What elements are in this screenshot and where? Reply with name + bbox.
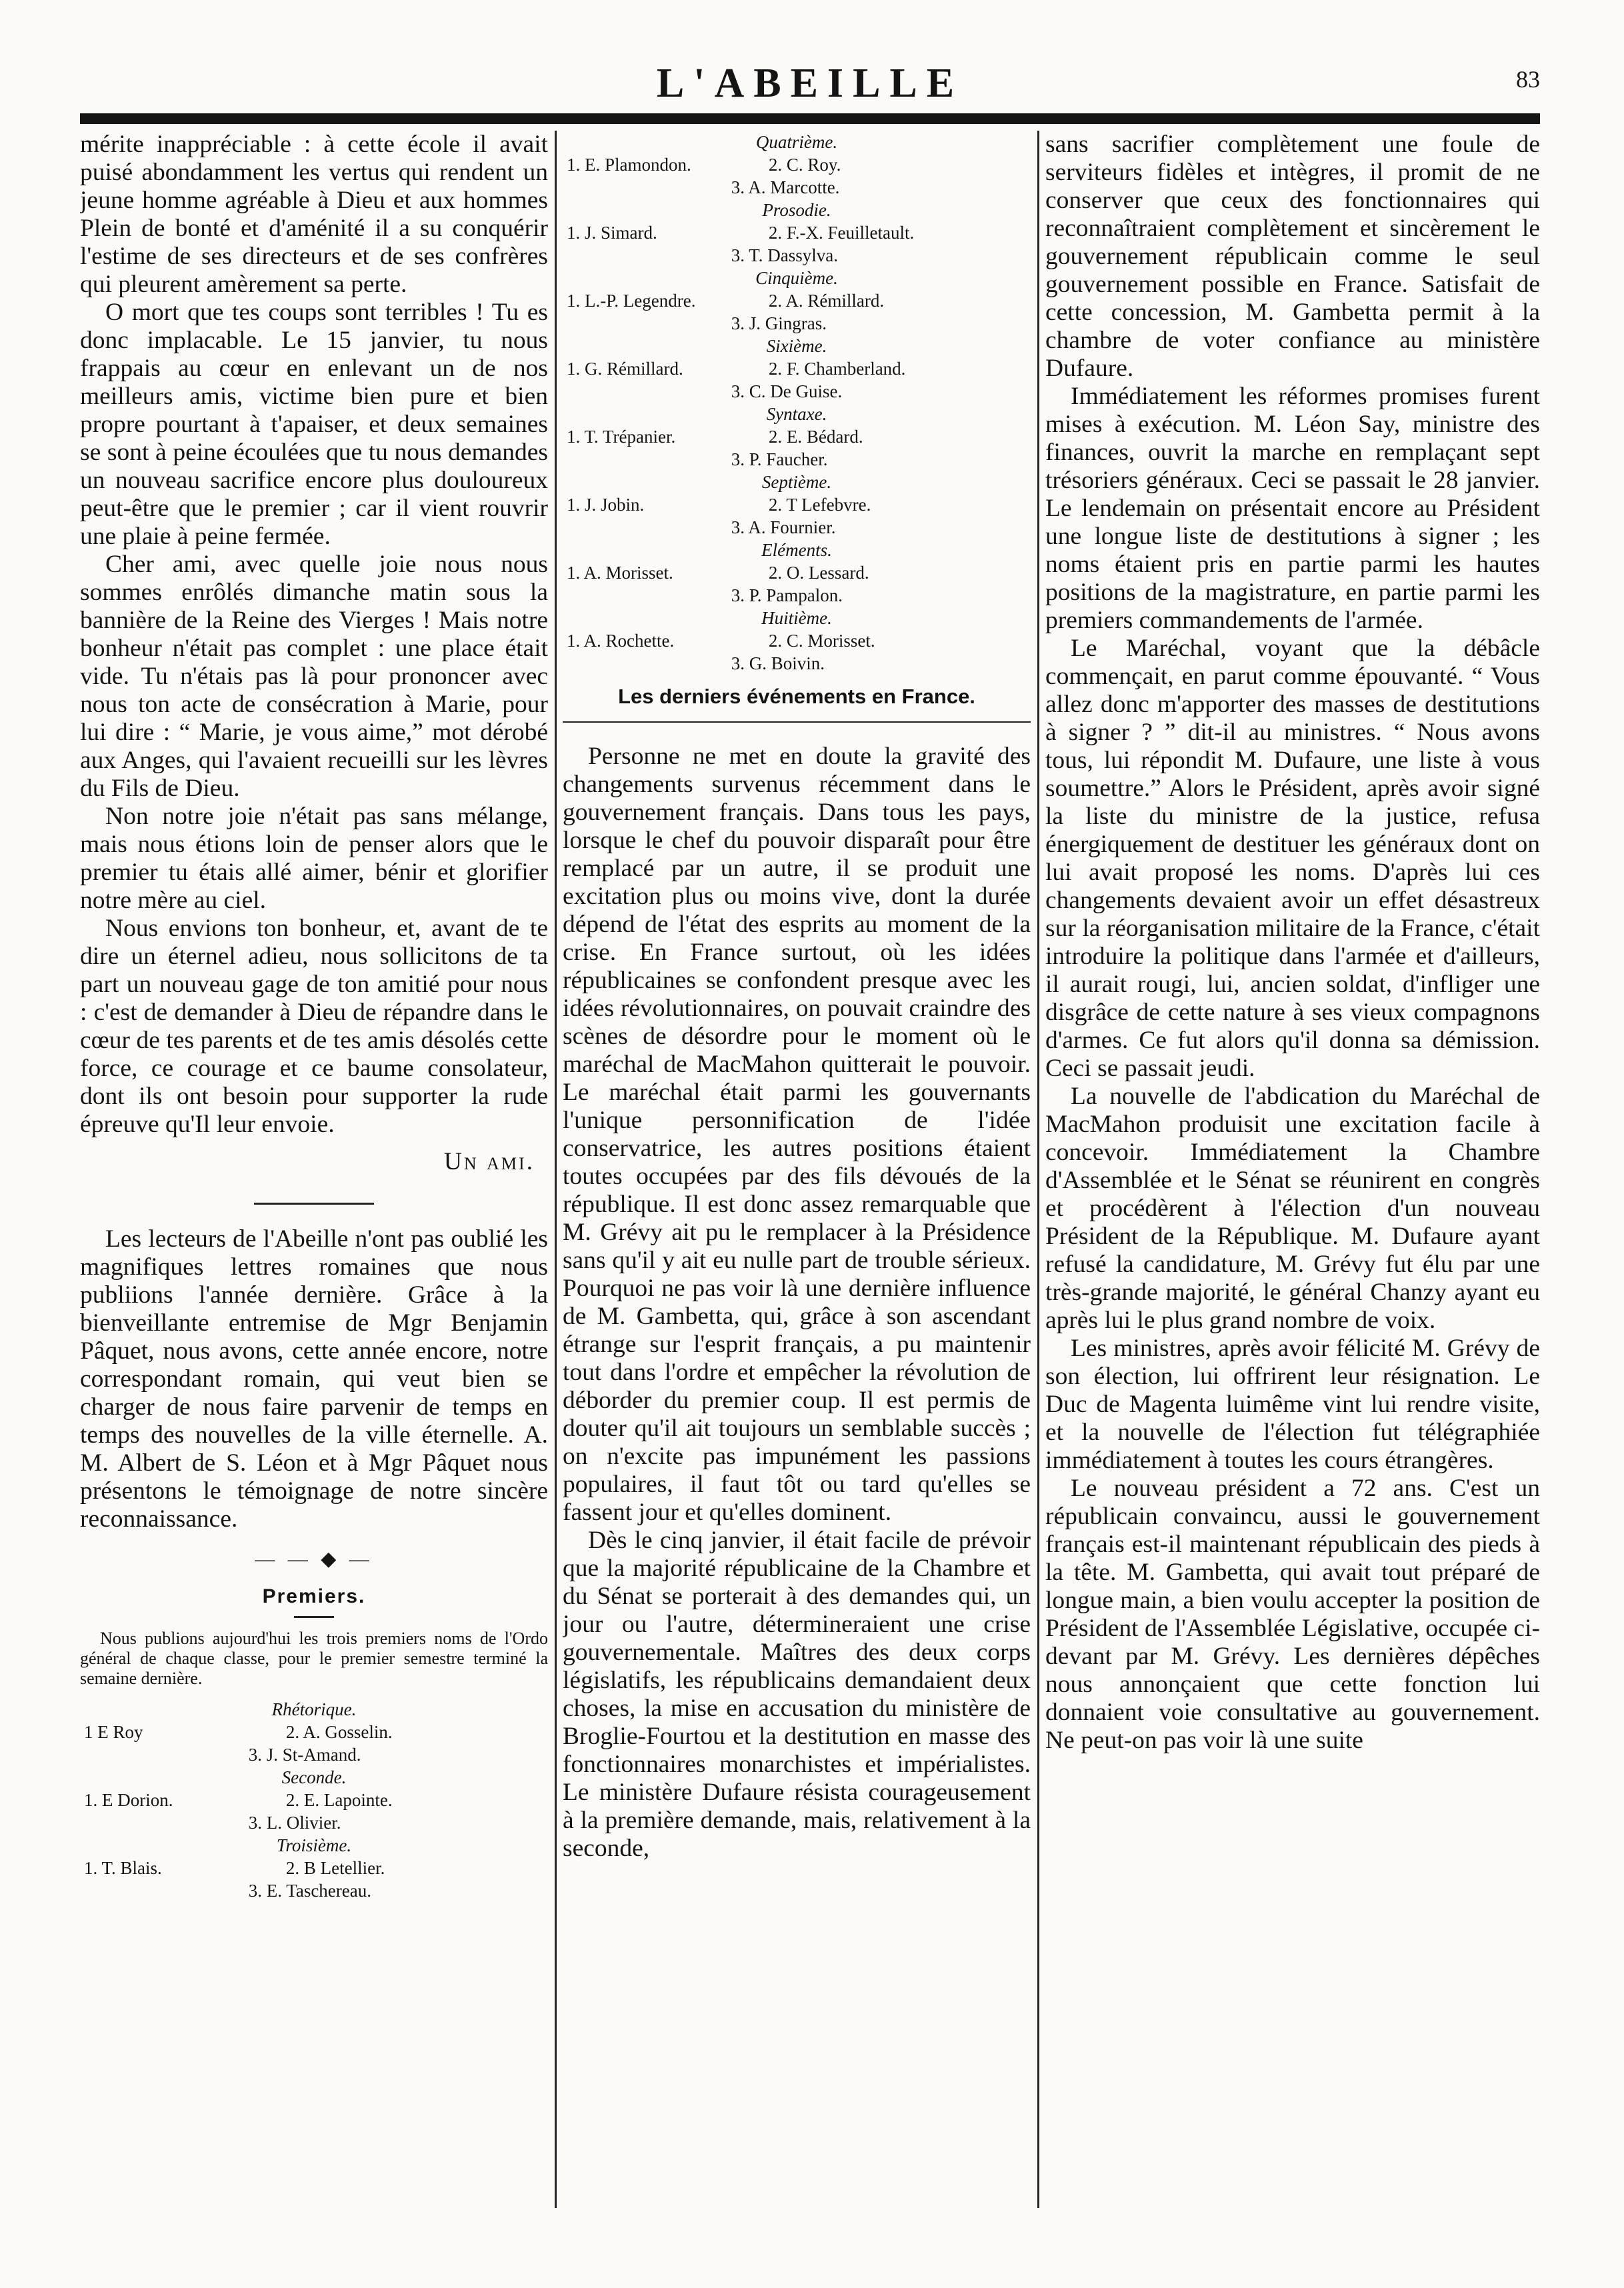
masthead	[80, 60, 1540, 107]
rank-first: 1. T. Blais.	[84, 1858, 162, 1878]
class-name: Seconde.	[281, 1767, 347, 1787]
rank-third: 3. P. Faucher.	[731, 449, 828, 469]
separator-ornament: — — ◆ —	[255, 1548, 373, 1570]
rank-second: 2. C. Roy.	[768, 155, 841, 175]
page-number: 83	[1516, 66, 1540, 93]
rank-second: 2. O. Lessard.	[768, 563, 869, 583]
rank-third: 3. J. St-Amand.	[248, 1745, 361, 1765]
signature: Un ami.	[443, 1148, 535, 1175]
paragraph: Immédiatement les réformes promises furent mises à exécution. M. Léon Say, ministre des finances, ouvrit la marche en remplaçant sept trésoriers généraux. Ceci se passait le 28 janvier. Le lendemain on présentait encore au Président une longue liste de destitutions à signer ; les noms étaient pris en partie parmi les hautes positions de la magistrature, en partie parmi les premiers commandements de l'armée.	[1045, 383, 1540, 634]
separator	[80, 1192, 548, 1212]
class-block	[563, 199, 1031, 267]
paragraph: O mort que tes coups sont terribles ! Tu es donc implacable. Le 15 janvier, tu nous frappais au cœur en enlevant un de nos meilleurs amis, victime bien pure et bien propre pourtant à t'apaiser, et deux semaines se sont à peine écoulées que tu nous demandes un nouveau sacrifice encore plus douloureux peut-être que le premier ; car il vient rouvrir une plaie à peine fermée.	[80, 299, 548, 550]
paragraph: mérite inappréciable : à cette école il avait puisé abondamment les vertus qui rendent un jeune homme agréable à Dieu et aux hommes Plein de bonté et d'aménité il a su conquérir l'estime de ses directeurs et de ses confrères qui pleurent amèrement sa perte.	[80, 131, 548, 298]
rank-first: 1. T. Trépanier.	[567, 427, 676, 447]
class-block	[563, 607, 1031, 675]
rank-third: 3. A. Marcotte.	[731, 177, 840, 197]
rank-third: 3. G. Boivin.	[731, 653, 825, 673]
premiers-intro: Nous publions aujourd'hui les trois premiers noms de l'Ordo général de chaque classe, pour le premier semestre terminé la semaine dernière.	[80, 1629, 548, 1688]
rank-third: 3. T. Dassylva.	[731, 245, 838, 265]
paragraph: Nous envions ton bonheur, et, avant de te dire un éternel adieu, nous sollicitons de ta part un nouveau gage de ton amitié pour nous : c'est de demander à Dieu de répandre dans le cœur de tes parents et de tes amis désolés cette force, ce courage et ce baume consolateur, dont ils ont besoin pour supporter la rude épreuve qu'Il leur envoie.	[80, 915, 548, 1138]
rank-third: 3. P. Pampalon.	[731, 585, 843, 605]
article-title: Les derniers événements en France.	[563, 683, 1031, 723]
column-2	[563, 131, 1031, 2208]
rank-first: 1. J. Simard.	[567, 223, 657, 243]
class-block	[80, 1834, 548, 1902]
paragraph: Personne ne met en doute la gravité des changements survenus récemment dans le gouvernement français. Dans tous les pays, lorsque le chef du pouvoir disparaît pour être remplacé par un autre, il se produit une excitation plus ou moins vive, dont la durée dépend de l'état des esprits au moment de la crise. En France surtout, où les idées républicaines se confondent presque avec les idées révolutionnaires, on pouvait craindre des scènes de désordre pour le moment où le maréchal de MacMahon quitterait le pouvoir. Le maréchal était parmi les gouvernants l'unique personnification de l'idée conservatrice, les autres positions étaient toutes occupées par des fils dévoués de la république. Il est donc assez remarquable que M. Grévy ait pu le remplacer à la Présidence sans qu'il y ait eu nulle part de trouble sérieux. Pourquoi ne pas voir là une dernière influence de M. Gambetta, qui, grâce à son ascendant étrange sur l'esprit français, a pu maintenir tout dans l'ordre et empêcher la révolution de déborder du premier coup. Il est permis de douter qu'il ait toujours un semblable succès ; on n'excite pas impunément les passions populaires, il faut tôt ou tard qu'elles se fassent jour et qu'elles dominent.	[563, 743, 1031, 1526]
rank-first: 1. A. Rochette.	[567, 631, 675, 651]
rank-first: 1. A. Morisset.	[567, 563, 673, 583]
class-block	[563, 267, 1031, 335]
class-block	[563, 471, 1031, 539]
class-block	[563, 539, 1031, 607]
newspaper-title: L'ABEILLE	[656, 61, 964, 106]
paragraph: Le nouveau président a 72 ans. C'est un républicain convaincu, aussi le gouvernement français est-il maintenant républicain des pieds à la tête. M. Gambetta, qui avait tout préparé de longue main, a bien voulu accepter la position de Président de l'Assemblée Législative, occupée ci-devant par M. Grévy. Les dernières dépêches nous annonçaient que cette fonction lui donnaient voie consultative au gouvernement. Ne peut-on pas voir là une suite	[1045, 1475, 1540, 1754]
rank-first: 1. E Dorion.	[84, 1790, 173, 1810]
class-name: Cinquième.	[755, 268, 838, 288]
paragraph: Non notre joie n'était pas sans mélange, mais nous étions loin de penser alors que le premier tu étais allé aimer, bénir et glorifier notre mère au ciel.	[80, 803, 548, 914]
rank-second: 2. C. Morisset.	[768, 631, 875, 651]
rank-second: 2. A. Gosselin.	[285, 1722, 393, 1742]
class-name: Troisième.	[276, 1835, 352, 1855]
rank-first: 1. G. Rémillard.	[567, 359, 683, 379]
column-divider	[1037, 131, 1039, 2208]
class-name: Syntaxe.	[766, 404, 827, 424]
rank-third: 3. C. De Guise.	[731, 381, 843, 401]
rank-second: 2. E. Bédard.	[768, 427, 863, 447]
class-name: Eléments.	[761, 540, 832, 560]
class-name: Huitième.	[761, 608, 832, 628]
rank-second: 2. F.-X. Feuilletault.	[768, 223, 915, 243]
rank-first: 1. E. Plamondon.	[567, 155, 691, 175]
rank-first: 1. J. Jobin.	[567, 495, 645, 515]
small-rule	[294, 1616, 334, 1618]
paragraph: Le Maréchal, voyant que la débâcle commençait, en parut comme épouvanté. “ Vous allez donc m'apporter des masses de destitutions à signer ? ” dit-il au ministres. “ Nous avons tous, lui répondit M. Dufaure, une liste à vous soumettre.” Alors le Président, après avoir signé la liste du ministre de la justice, refusa énergiquement de destituer les généraux dont on lui avait proposé les noms. D'après lui ces changements devaient avoir un effet désastreux sur la réorganisation militaire de la France, c'était introduire la politique dans l'armée et d'ailleurs, il aurait rougi, lui, ancien soldat, d'infliger une disgrâce de cette nature à ses vieux compagnons d'armes. Ce fut alors qu'il donna sa démission. Ceci se passait jeudi.	[1045, 635, 1540, 1082]
paragraph: Les ministres, après avoir félicité M. Grévy de son élection, lui offrirent leur résignation. Le Duc de Magenta luimême vint lui rendre visite, et la nouvelle de l'élection fut télégraphiée immédiatement à toutes les cours étrangères.	[1045, 1335, 1540, 1474]
column-3	[1045, 131, 1540, 2208]
rank-third: 3. E. Taschereau.	[248, 1881, 371, 1901]
notice-paragraph: Les lecteurs de l'Abeille n'ont pas oublié les magnifiques lettres romaines que nous publiions l'année dernière. Grâce à la bienveillante entremise de Mgr Benjamin Pâquet, nous avons, cette année encore, notre correspondant romain, qui veut bien se charger de nous faire parvenir de temps en temps des nouvelles de la ville éternelle. A. M. Albert de S. Léon et à Mgr Pâquet nous présentons le témoignage de notre sincère reconnaissance.	[80, 1225, 548, 1533]
rank-second: 2. T Lefebvre.	[768, 495, 871, 515]
paragraph: sans sacrifier complètement une foule de serviteurs fidèles et intègres, il promit de ne conserver que ceux des fonctionnaires qui reconnaîtraient complètement et sincèrement le gouvernement républicain comme le seul gouvernement possible en France. Satisfait de cette concession, M. Gambetta permit à la chambre de voter confiance au ministère Dufaure.	[1045, 131, 1540, 382]
rank-second: 2. E. Lapointe.	[285, 1790, 393, 1810]
rank-second: 2. A. Rémillard.	[768, 291, 885, 311]
paragraph: Dès le cinq janvier, il était facile de prévoir que la majorité républicaine de la Chambre et du Sénat se porterait à des demandes qui, un jour ou l'autre, détermineraient une crise gouvernementale. Maîtres des deux corps législatifs, les républicains demandaient deux choses, la mise en accusation du ministère de Broglie-Fourtou et la destitution en masse des fonctionnaires monarchistes et impérialistes. Le ministère Dufaure résista courageusement à la première demande, mais, relativement à la seconde,	[563, 1527, 1031, 1862]
rank-second: 2. F. Chamberland.	[768, 359, 906, 379]
rank-second: 2. B Letellier.	[285, 1858, 385, 1878]
class-block	[563, 335, 1031, 403]
column-divider	[555, 131, 557, 2208]
rank-third: 3. L. Olivier.	[248, 1813, 341, 1833]
paragraph: Cher ami, avec quelle joie nous nous sommes enrôlés dimanche matin sous la bannière de la Reine des Vierges ! Mais notre bonheur n'était pas complet : une place était vide. Tu n'étais pas là pour prononcer avec nous ton acte de consécration à Marie, pour lui dire : “ Marie, je vous aime,” mot dérobé aux Anges, qui l'avaient recueilli sur les lèvres du Fils de Dieu.	[80, 551, 548, 802]
class-block	[563, 131, 1031, 199]
premiers-heading: Premiers.	[262, 1585, 366, 1607]
class-name: Sixième.	[766, 336, 827, 356]
class-name: Prosodie.	[762, 200, 831, 220]
rank-third: 3. A. Fournier.	[731, 517, 836, 537]
rank-first: 1 E Roy	[84, 1722, 143, 1742]
rank-third: 3. J. Gingras.	[731, 313, 827, 333]
class-block	[80, 1766, 548, 1834]
column-1	[80, 131, 548, 2208]
class-block	[80, 1698, 548, 1766]
masthead-rule	[80, 113, 1540, 124]
paragraph: La nouvelle de l'abdication du Maréchal de MacMahon produisit une excitation facile à concevoir. Immédiatement la Chambre d'Assemblée et le Sénat se réunirent en congrès et procédèrent à l'élection d'un nouveau Président de la République. M. Dufaure ayant refusé la candidature, M. Grévy fut élu par une très-grande majorité, le général Chanzy ayant eu après lui le plus grand nombre de voix.	[1045, 1083, 1540, 1334]
rank-first: 1. L.-P. Legendre.	[567, 291, 696, 311]
class-block	[563, 403, 1031, 471]
class-name: Septième.	[761, 472, 832, 492]
class-name: Quatrième.	[755, 132, 838, 152]
class-name: Rhétorique.	[271, 1699, 357, 1719]
